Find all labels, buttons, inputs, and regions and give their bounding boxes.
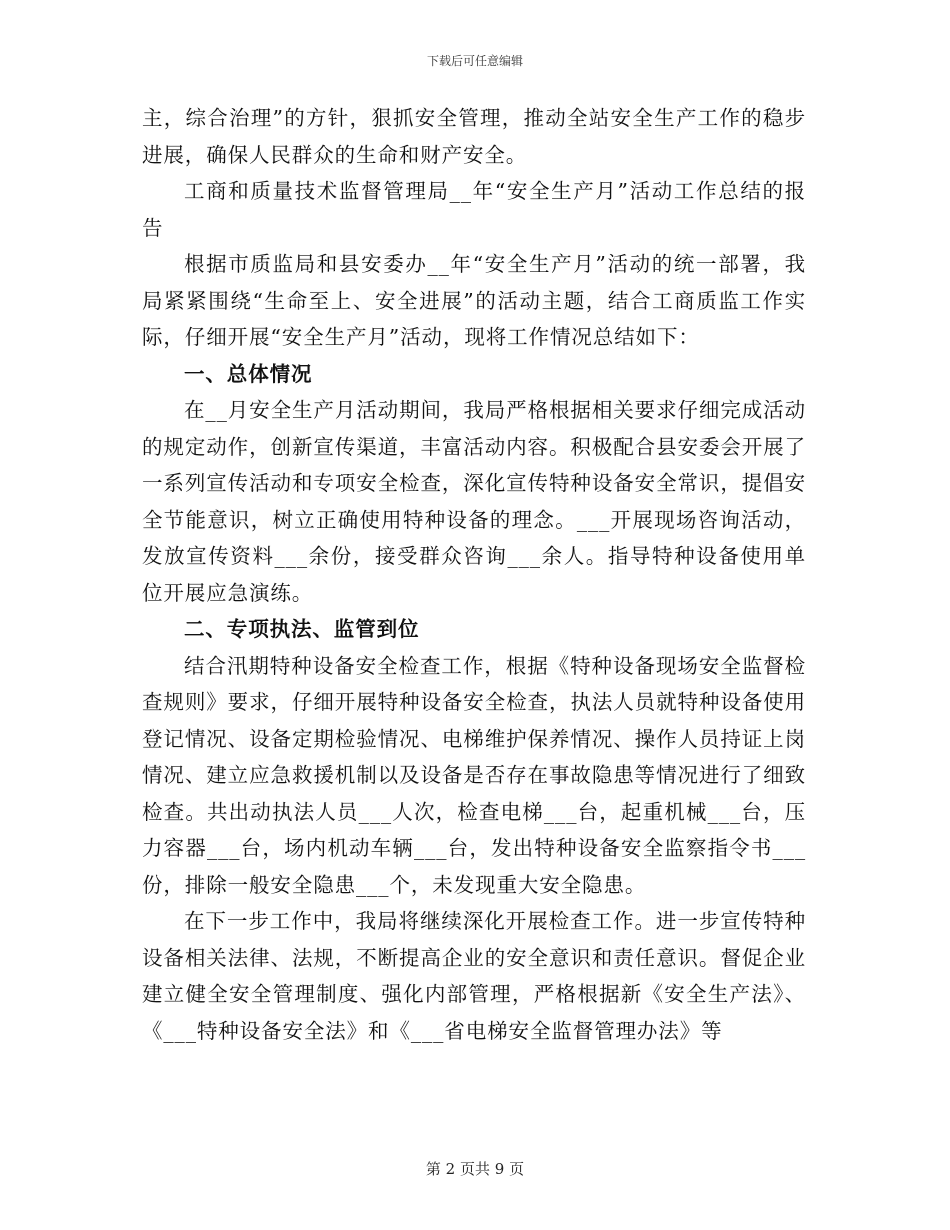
- paragraph-continuation: 主，综合治理”的方针，狠抓安全管理，推动全站安全生产工作的稳步进展，确保人民群众的生命和财产安全。: [142, 106, 806, 167]
- page-footer: 第 2 页共 9 页: [425, 1160, 525, 1178]
- paragraph-overall: 在__月安全生产月活动期间，我局严格根据相关要求仔细完成活动的规定动作，创新宣传渠道，丰富活动内容。积极配合县安委会开展了一系列宣传活动和专项安全检查，深化宣传特种设备安全常识，提倡安全节能意识，树立正确使用特种设备的理念。___开展现场咨询活动，发放宣传资料___余份，接受群众咨询___余人。指导特种设备使用单位开展应急演练。: [142, 398, 806, 605]
- paragraph-enforcement: 结合汛期特种设备安全检查工作，根据《特种设备现场安全监督检查规则》要求，仔细开展特种设备安全检查，执法人员就特种设备使用登记情况、设备定期检验情况、电梯维护保养情况、操作人员持证上岗情况、建立应急救援机制以及设备是否存在事故隐患等情况进行了细致检查。共出动执法人员___人次，检查电梯___台，起重机械___台，压力容器___台，场内机动车辆___台，发出特种设备安全监察指令书___份，排除一般安全隐患___个，未发现重大安全隐患。: [142, 653, 806, 897]
- paragraph-next-steps: 在下一步工作中，我局将继续深化开展检查工作。进一步宣传特种设备相关法律、法规，不断提高企业的安全意识和责任意识。督促企业建立健全安全管理制度、强化内部管理，严格根据新《安全生产法》、《___特种设备安全法》和《___省电梯安全监督管理办法》等: [142, 909, 806, 1043]
- paragraph-intro: 根据市质监局和县安委办__年“安全生产月”活动的统一部署，我局紧紧围绕“生命至上、安全进展”的活动主题，结合工商质监工作实际，仔细开展“安全生产月”活动，现将工作情况总结如下：: [142, 252, 806, 349]
- paragraph-report-title: 工商和质量技术监督管理局__年“安全生产月”活动工作总结的报告: [142, 179, 806, 240]
- section-heading-overall: 一、总体情况: [184, 361, 313, 386]
- page-header: 下载后可任意编辑: [426, 54, 523, 68]
- document-body: [142, 100, 806, 1049]
- section-heading-enforcement: 二、专项执法、监管到位: [184, 617, 420, 641]
